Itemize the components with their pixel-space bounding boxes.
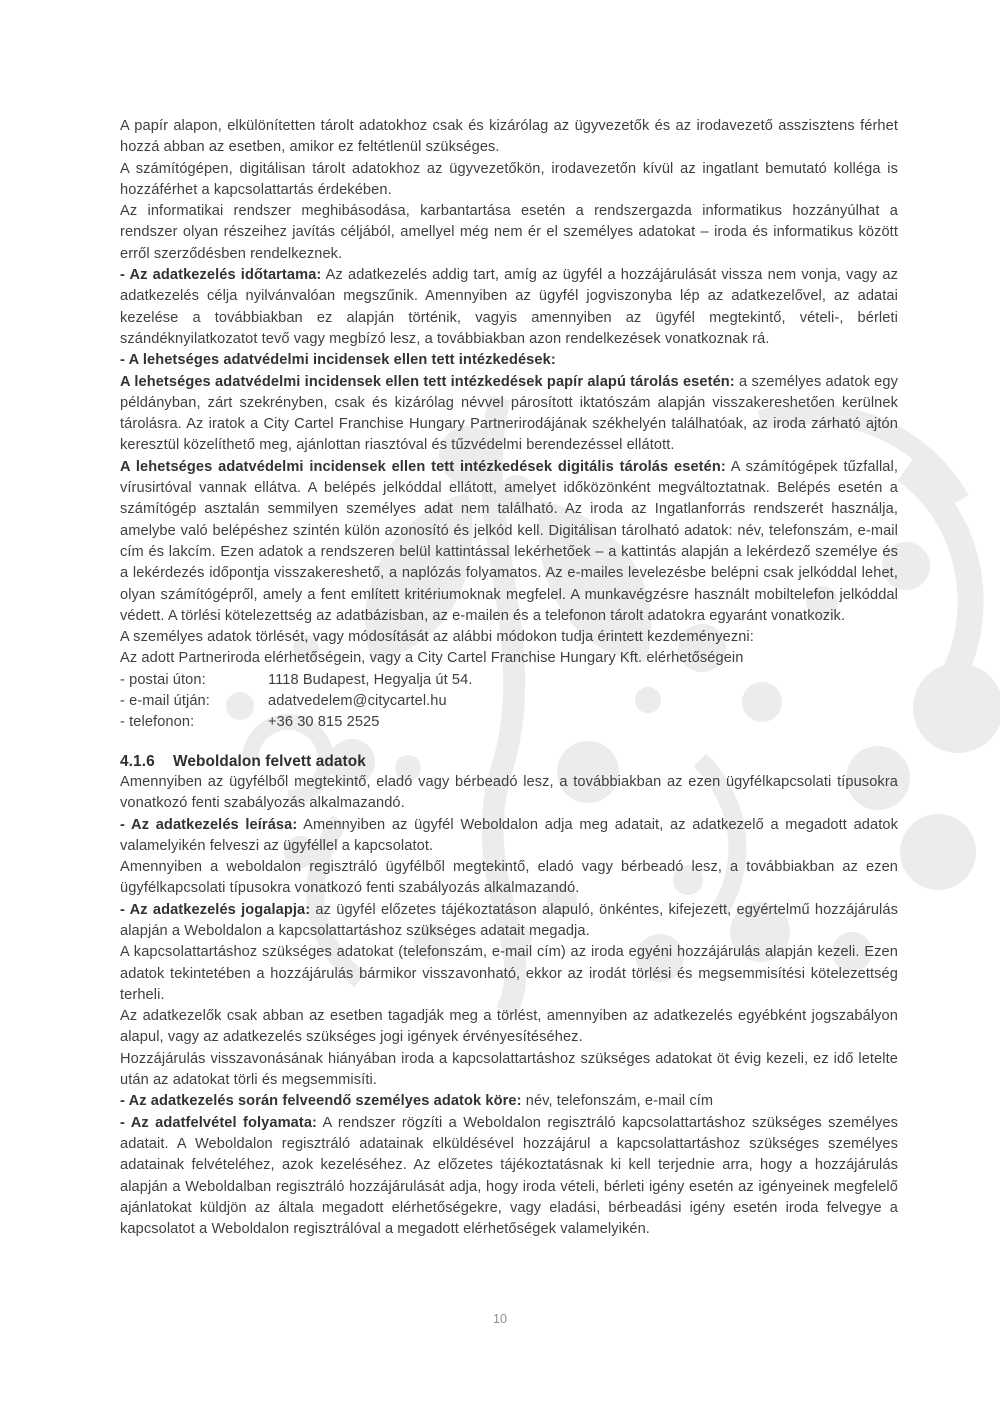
paragraph	[120, 942, 898, 1006]
paragraph-text: A számítógépek tűzfallal, vírusirtóval vannak ellátva. A belépés jelkóddal ellátott, amelyet időközönként megváltoztatnak. Belépés esetén a számítógép asztalán semmilyen személyes adat nem található. Az iroda az Ingatlanforrás rendszerét használja, amelybe való belépéshez szintén külön azonosító és jelkód kell. Digitálisan tárolható adatok: név, telefonszám, e-mail cím és lakcím. Ezen adatok a rendszeren belül kattintással lekérhetőek – a kattintás alapján a lekérdező személye és a lekérdezés időpontja visszakereshető, a naplózás folyamatos. Az e-mailes levelezésbe belépni csak jelkóddal lehet, olyan számítógépről, amely a fent említett kritériumoknak megfelel. A munkavégzésre használt mobiltelefon jelkóddal védett. A törlési kötelezettség az adatbázisban, az e-mailen és a telefonon tárolt adatokra egyaránt vonatkozik.	[120, 458, 899, 624]
paragraph-text: A személyes adatok törlését, vagy módosítását az alábbi módokon tudja érintett kezdeményezni:	[120, 629, 754, 646]
paragraph-text: A kapcsolattartáshoz szükséges adatokat (telefonszám, e-mail cím) az iroda egyéni hozzájárulás alapján kezeli. Ezen adatok tekintetében a hozzájárulás bármikor visszavonható, ekkor az irodát törlési és megsemmisítési kötelezettség terheli.	[120, 944, 898, 1003]
paragraph-lead-bold: - Az adatkezelés jogalapja:	[120, 901, 311, 918]
paragraph-text: Az adatkezelés addig tart, amíg az ügyfél a hozzájárulását vissza nem vonja, vagy az adatkezelés célja nyilvánvalóan megszűnik. Amennyiben az ügyfél jogviszonyba lép az adatkezelővel, az adatai kezelése a továbbiakban ez alapján történik, vagyis amennyiben az ügyfél megtekintő, vételi-, bérleti szándéknyilatkozatot tevő vagy megbízó lesz, a továbbiakban azon rendelkezések vonatkoznak rá.	[120, 267, 898, 347]
paragraph-text: A papír alapon, elkülönítetten tárolt adatokhoz csak és kizárólag az ügyvezetők és az irodavezető asszisztens férhet hozzá abban az esetben, amikor ez feltétlenül szükséges.	[120, 118, 898, 156]
postal-address: 1118 Budapest, Hegyalja út 54.	[268, 671, 473, 688]
contact-row-postal	[120, 670, 898, 691]
paragraph-text: A számítógépen, digitálisan tárolt adatokhoz az ügyvezetőkön, irodavezetőn kívül az ingatlant bemutató kolléga is hozzáférhet a kapcsolattartás érdekében.	[120, 160, 898, 198]
paragraph	[120, 1049, 898, 1092]
paragraph	[120, 265, 898, 350]
paragraph-text: név, telefonszám, e-mail cím	[521, 1093, 714, 1110]
paragraph-lead-bold: - A lehetséges adatvédelmi incidensek ellen tett intézkedések:	[120, 352, 556, 369]
paragraph	[120, 648, 898, 669]
email-address: adatvedelem@citycartel.hu	[268, 693, 447, 710]
paragraph	[120, 772, 898, 815]
paragraph-text: az ügyfél előzetes tájékoztatáson alapuló, önkéntes, kifejezett, egyértelmű hozzájárulás alapján a Weboldalon a kapcsolattartáshoz szükséges adatait megadja.	[120, 901, 899, 939]
section-heading	[120, 751, 898, 772]
paragraph-lead-bold: - Az adatfelvétel folyamata:	[120, 1114, 317, 1131]
paragraph-text: Amennyiben az ügyfélből megtekintő, eladó vagy bérbeadó lesz, a továbbiakban az ezen ügyfélkapcsolati típusokra vonatkozó fenti szabályozás alkalmazandó.	[120, 773, 898, 812]
paragraph-text: A rendszer rögzíti a Weboldalon regisztráló kapcsolattartáshoz szükséges személyes adatait. A Weboldalon regisztráló adatainak elküldésével hozzájárul a kapcsolattartáshoz szükséges személyes adatainak felvételéhez, azok kezeléséhez. Az előzetes tájékoztatásnak ki kell terjednie arra, hogy a hozzájárulás alapján a Weboldalban regisztráló hozzájárulását adja, hogy iroda vételi, bérleti igény esetén az igényeinek megfelelő ajánlatokat küldjön az általa megadott elérhetőségekre, vagy eladási, bérbeadási igény esetén iroda felvegye a kapcsolatot a Weboldalon regisztrálóval a megadott elérhetőségek valamelyikén.	[120, 1114, 898, 1238]
paragraph	[120, 159, 898, 202]
paragraph-text: Az informatikai rendszer meghibásodása, karbantartása esetén a rendszergazda informatikus hozzányúlhat a rendszer olyan részeihez javítás céljából, amellyel még nem ér el személyes adatokat – iroda és informatikus között erről szerződésben rendelkeznek.	[120, 203, 898, 262]
phone-number: +36 30 815 2525	[268, 714, 380, 731]
paragraph	[120, 116, 898, 159]
contact-row-phone	[120, 712, 898, 733]
page-content	[120, 116, 898, 1240]
paragraph	[120, 900, 898, 943]
contact-label: - e-mail útján:	[120, 693, 210, 710]
paragraph	[120, 627, 898, 648]
paragraph	[120, 1113, 898, 1241]
paragraph-lead-bold: - Az adatkezelés időtartama:	[120, 267, 322, 284]
paragraph-text: Amennyiben az ügyfél Weboldalon adja meg adatait, az adatkezelő a megadott adatok valamelyikén felveszi az ügyféllel a kapcsolatot.	[120, 816, 899, 854]
paragraph	[120, 350, 898, 371]
contact-label: - postai úton:	[120, 671, 206, 688]
section-number: 4.1.6	[120, 752, 155, 770]
page-number: 10	[493, 1312, 507, 1326]
paragraph-lead-bold: A lehetséges adatvédelmi incidensek ellen tett intézkedések digitális tárolás esetén:	[120, 458, 726, 475]
paragraph-text: Az adott Partneriroda elérhetőségein, vagy a City Cartel Franchise Hungary Kft. elérhetőségein	[120, 650, 744, 667]
paragraph	[120, 201, 898, 265]
contact-row-email	[120, 691, 898, 712]
paragraph-text: Amennyiben a weboldalon regisztráló ügyfélből megtekintő, eladó vagy bérbeadó lesz, a továbbiakban az ezen ügyfélkapcsolati típusokra vonatkozó fenti szabályozás alkalmazandó.	[120, 859, 898, 897]
paragraph	[120, 372, 898, 457]
paragraph	[120, 1006, 898, 1049]
paragraph	[120, 1091, 898, 1112]
section-title: Weboldalon felvett adatok	[173, 752, 366, 770]
paragraph-text: a személyes adatok egy példányban, zárt szekrényben, csak és kizárólag névvel párosított iktatószám alapján visszakereshetően kerülnek tárolásra. Az iratok a City Cartel Franchise Hungary Partnerirodájának székhelyén találhatóak, az iroda zárható ajtón keresztül közelíthető meg, ajánlottan riasztóval és tűzvédelmi berendezéssel ellátott.	[120, 373, 898, 454]
paragraph-lead-bold: A lehetséges adatvédelmi incidensek ellen tett intézkedések papír alapú tárolás esetén:	[120, 373, 735, 390]
paragraph-lead-bold: - Az adatkezelés leírása:	[120, 816, 298, 833]
paragraph-text: Az adatkezelők csak abban az esetben tagadják meg a törlést, amennyiben az adatkezelés egyébként jogszabályon alapul, vagy az adatkezelés szükséges jogi igények érvényesítéséhez.	[120, 1008, 898, 1046]
contact-label: - telefonon:	[120, 714, 195, 731]
paragraph-lead-bold: - Az adatkezelés során felveendő személyes adatok köre:	[120, 1093, 522, 1110]
paragraph	[120, 857, 898, 900]
paragraph	[120, 457, 898, 627]
paragraph-text: Hozzájárulás visszavonásának hiányában iroda a kapcsolattartáshoz szükséges adatokat öt évig kezeli, ez idő letelte után az adatokat törli és megsemmisíti.	[120, 1050, 898, 1089]
paragraph	[120, 815, 898, 858]
